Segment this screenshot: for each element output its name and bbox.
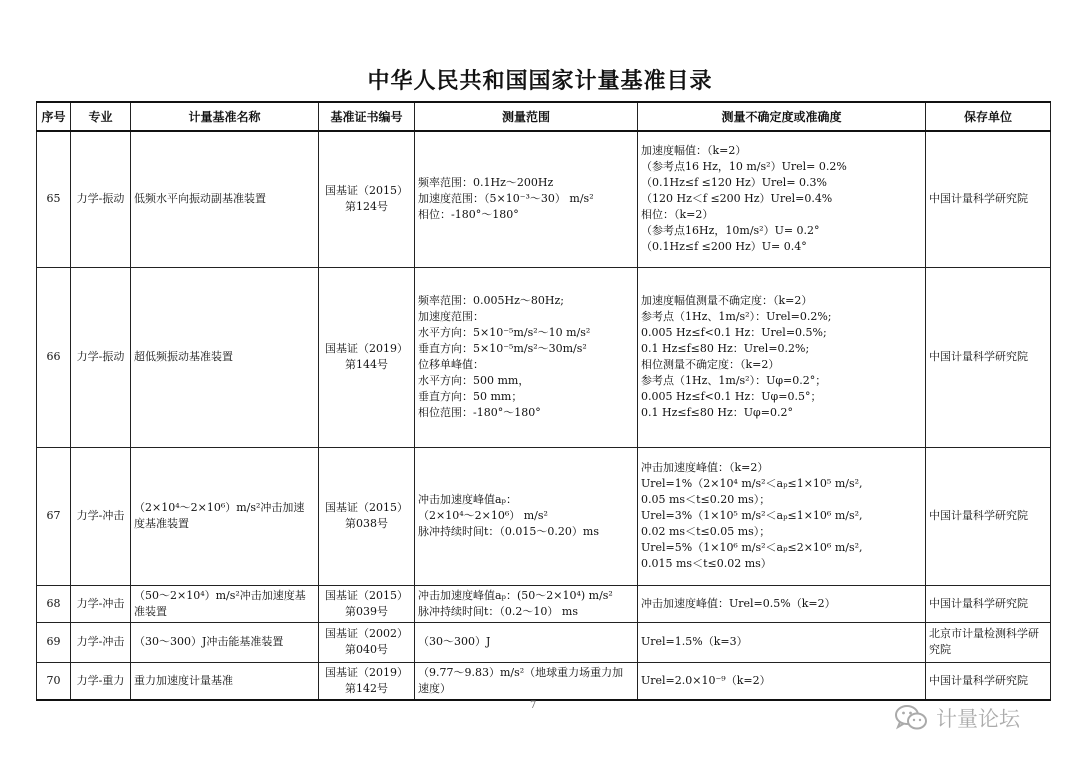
- row-cert: 国基证（2002） 第040号: [319, 622, 415, 662]
- row-no: 65: [37, 131, 71, 267]
- row-unit: 中国计量科学研究院: [926, 447, 1051, 585]
- row-major: 力学-冲击: [71, 585, 131, 622]
- header-uncertainty: 测量不确定度或准确度: [638, 102, 926, 131]
- table-row: [37, 622, 1051, 662]
- catalog-table: [36, 101, 1051, 701]
- table-row: [37, 447, 1051, 585]
- row-unit: 中国计量科学研究院: [926, 662, 1051, 700]
- row-name: （50～2×10⁴）m/s²冲击加速度基准装置: [131, 585, 319, 622]
- row-name: 重力加速度计量基准: [131, 662, 319, 700]
- row-major: 力学-冲击: [71, 447, 131, 585]
- watermark: [894, 703, 1020, 733]
- row-uncertainty: Urel=2.0×10⁻⁹（k=2）: [638, 662, 926, 700]
- row-major: 力学-重力: [71, 662, 131, 700]
- row-major: 力学-振动: [71, 267, 131, 447]
- row-major: 力学-冲击: [71, 622, 131, 662]
- row-range: （30～300）J: [415, 622, 638, 662]
- row-uncertainty: 加速度幅值测量不确定度：（k=2） 参考点（1Hz、1m/s²）：Urel=0.2%; 0.005 Hz≤f<0.1 Hz：Urel=0.5%; 0.1 Hz≤f≤80 Hz：Urel=0.2%; 相位测量不确定度：（k=2） 参考点（1Hz、1m/s²）：Uφ=0.2°； 0.005 Hz≤f<0.1 Hz：Uφ=0.5°； 0.1 Hz≤f≤80 Hz：Uφ=0.2°: [638, 267, 926, 447]
- row-name: 超低频振动基准装置: [131, 267, 319, 447]
- row-no: 70: [37, 662, 71, 700]
- row-no: 67: [37, 447, 71, 585]
- header-range: 测量范围: [415, 102, 638, 131]
- row-uncertainty: 冲击加速度峰值：Urel=0.5%（k=2）: [638, 585, 926, 622]
- header-name: 计量基准名称: [131, 102, 319, 131]
- row-uncertainty: 加速度幅值：（k=2） （参考点16 Hz，10 m/s²）Urel= 0.2% （0.1Hz≤f ≤120 Hz）Urel= 0.3% （120 Hz＜f ≤200 Hz）Urel=0.4% 相位：（k=2） （参考点16Hz，10m/s²）U= 0.2° （0.1Hz≤f ≤200 Hz）U= 0.4°: [638, 131, 926, 267]
- row-name: （2×10⁴～2×10⁶）m/s²冲击加速度基准装置: [131, 447, 319, 585]
- wechat-icon: [894, 704, 928, 732]
- page-number: 7: [530, 700, 537, 711]
- header-major: 专业: [71, 102, 131, 131]
- table-row: [37, 267, 1051, 447]
- row-cert: 国基证（2015） 第124号: [319, 131, 415, 267]
- row-major: 力学-振动: [71, 131, 131, 267]
- header-cert: 基准证书编号: [319, 102, 415, 131]
- page-title: 中华人民共和国国家计量基准目录: [367, 69, 713, 94]
- header-unit: 保存单位: [926, 102, 1051, 131]
- row-unit: 北京市计量检测科学研究院: [926, 622, 1051, 662]
- row-cert: 国基证（2015） 第039号: [319, 585, 415, 622]
- row-uncertainty: 冲击加速度峰值：（k=2） Urel=1%（2×10⁴ m/s²＜aₚ≤1×10⁵ m/s², 0.05 ms＜t≤0.20 ms）； Urel=3%（1×10⁵ m/s²＜aₚ≤1×10⁶ m/s², 0.02 ms＜t≤0.05 ms）； Urel=5%（1×10⁶ m/s²＜aₚ≤2×10⁶ m/s², 0.015 ms＜t≤0.02 ms）: [638, 447, 926, 585]
- row-unit: 中国计量科学研究院: [926, 267, 1051, 447]
- row-range: 冲击加速度峰值aₚ：(50～2×10⁴) m/s² 脉冲持续时间t：（0.2～10） ms: [415, 585, 638, 622]
- row-unit: 中国计量科学研究院: [926, 131, 1051, 267]
- row-name: 低频水平向振动副基准装置: [131, 131, 319, 267]
- row-cert: 国基证（2019） 第142号: [319, 662, 415, 700]
- header-no: 序号: [37, 102, 71, 131]
- watermark-text: 计量论坛: [936, 707, 1020, 731]
- row-no: 66: [37, 267, 71, 447]
- row-range: 冲击加速度峰值aₚ： （2×10⁴～2×10⁶） m/s² 脉冲持续时间t：（0.015～0.20）ms: [415, 447, 638, 585]
- table-row: [37, 585, 1051, 622]
- row-name: （30～300）J冲击能基准装置: [131, 622, 319, 662]
- row-cert: 国基证（2015） 第038号: [319, 447, 415, 585]
- row-no: 69: [37, 622, 71, 662]
- row-no: 68: [37, 585, 71, 622]
- row-range: （9.77～9.83）m/s²（地球重力场重力加速度）: [415, 662, 638, 700]
- table-row: [37, 662, 1051, 700]
- row-range: 频率范围：0.005Hz～80Hz; 加速度范围： 水平方向：5×10⁻⁵m/s²～10 m/s² 垂直方向：5×10⁻⁵m/s²～30m/s² 位移单峰值： 水平方向：500 mm， 垂直方向：50 mm； 相位范围：-180°～180°: [415, 267, 638, 447]
- row-uncertainty: Urel=1.5%（k=3）: [638, 622, 926, 662]
- row-range: 频率范围：0.1Hz～200Hz 加速度范围：（5×10⁻³～30） m/s² 相位：-180°～180°: [415, 131, 638, 267]
- table-header-row: [37, 102, 1051, 131]
- table-row: [37, 131, 1051, 267]
- row-cert: 国基证（2019） 第144号: [319, 267, 415, 447]
- row-unit: 中国计量科学研究院: [926, 585, 1051, 622]
